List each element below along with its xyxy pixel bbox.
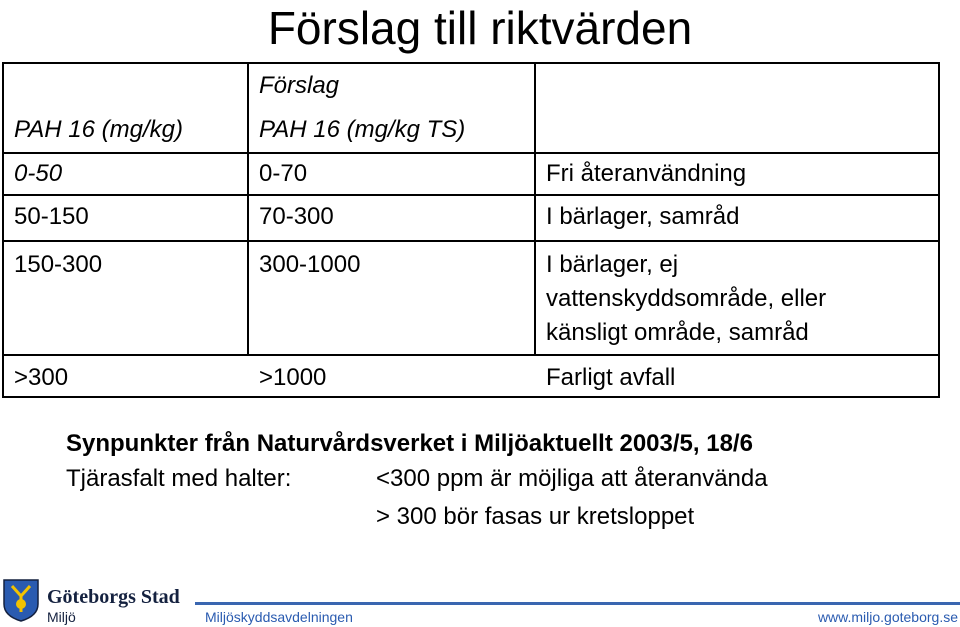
row-2-use: I bärlager, samråd [546, 203, 740, 230]
comments-row-1 [66, 460, 768, 498]
header-proposal: Förslag [259, 72, 340, 99]
row-1-use: Fri återanvändning [546, 160, 747, 187]
table-rule [534, 64, 536, 354]
row-2-proposed: 70-300 [259, 203, 334, 230]
table-rule [4, 194, 939, 196]
comments-section [66, 428, 768, 536]
row-3-use-line-1: I bärlager, ej [546, 251, 679, 278]
row-3-use-line-2: vattenskyddsområde, eller [546, 285, 827, 312]
row-3-current: 150-300 [14, 251, 103, 278]
comments-row-2 [66, 498, 753, 536]
row-4-use: Farligt avfall [546, 364, 676, 391]
header-pah-proposed: PAH 16 (mg/kg TS) [259, 116, 466, 143]
table-rule [4, 240, 939, 242]
row-1-current: 0-50 [14, 160, 63, 187]
comments-heading: Synpunkter från Naturvårdsverket i Miljöaktuellt 2003/5, 18/6 [66, 430, 753, 457]
comments-line-2: > 300 bör fasas ur kretsloppet [376, 503, 695, 530]
footer-department: Miljöskyddsavdelningen [205, 609, 353, 625]
row-3-proposed: 300-1000 [259, 251, 361, 278]
table-rule [247, 64, 249, 354]
footer [0, 572, 960, 627]
city-logo-name: Göteborgs Stad [47, 586, 180, 608]
table-rule [4, 354, 939, 356]
row-1-proposed: 0-70 [259, 160, 308, 187]
row-3-use-line-3: känsligt område, samråd [546, 319, 809, 346]
city-crest-icon [2, 578, 40, 622]
row-4-current: >300 [14, 364, 69, 391]
row-2-current: 50-150 [14, 203, 89, 230]
footer-website-link[interactable]: www.miljo.goteborg.se [817, 609, 958, 625]
city-logo-sub: Miljö [47, 609, 76, 625]
page-title: Förslag till riktvärden [267, 2, 693, 54]
comments-line-1: <300 ppm är möjliga att återanvända [376, 465, 768, 492]
table-rule [4, 152, 939, 154]
row-4-proposed: >1000 [259, 364, 327, 391]
footer-divider [195, 602, 960, 605]
comments-label: Tjärasfalt med halter: [66, 465, 292, 492]
header-pah-current: PAH 16 (mg/kg) [14, 116, 183, 143]
guideline-table [2, 62, 940, 398]
